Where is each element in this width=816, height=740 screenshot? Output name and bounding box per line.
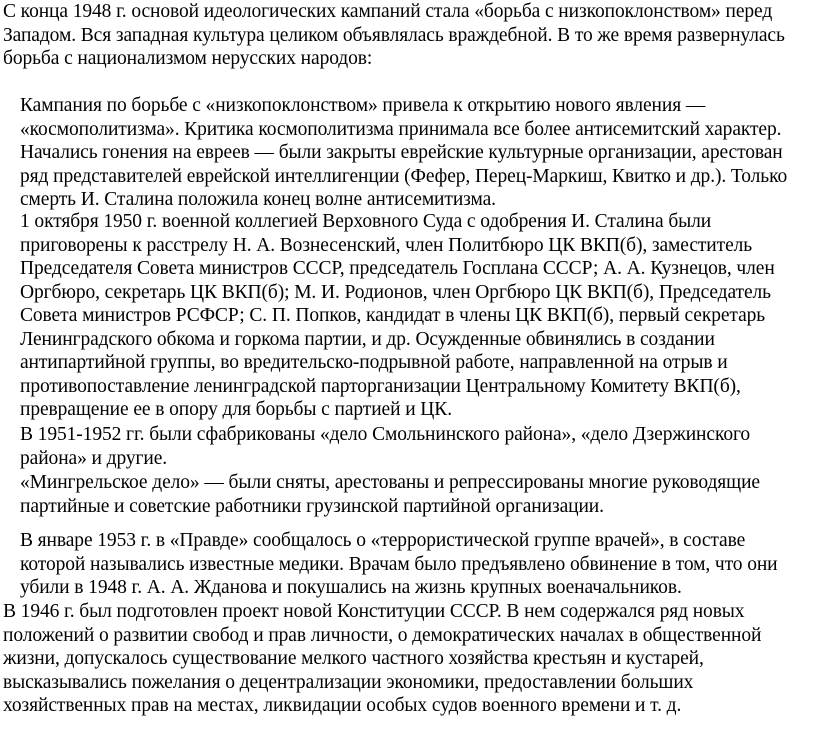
fabricated-cases-paragraph: В 1951-1952 гг. были сфабрикованы «дело Смольнинского района», «дело Дзержинского района» и другие.: [20, 424, 751, 469]
leningrad-affair-paragraph: 1 октября 1950 г. военной коллегией Верховного Суда с одобрения И. Сталина были приговорены к расстрелу Н. А. Вознесенский, член Политбюро ЦК ВКП(б), заместитель Председателя Совета министров СССР, председатель Госплана СССР; А. А. Кузнецов, член Оргбюро, секретарь ЦК ВКП(б); М. И. Родионов, член Оргбюро ЦК ВКП(б), Председатель Совета министров РСФСР; С. П. Попков, кандидат в члены ЦК ВКП(б), первый секретарь Ленинградского обкома и горкома партии, и др. Осужденные обвинялись в создании антипартийной группы, во вредительско-подрывной работе, направленной на отрыв и противопоставление ленинградской парторганизации Центральному Комитету ВКП(б), превращение ее в опору для борьбы с партией и ЦК.: [20, 211, 775, 420]
doctors-plot-paragraph: В январе 1953 г. в «Правде» сообщалось о «террористической группе врачей», в составе которой назывались известные медики. Врачам было предъявлено обвинение в том, что они убили в 1948 г. А. А. Жданова и покушались на жизнь крупных военачальников.: [20, 530, 778, 598]
cosmopolitanism-paragraph: Кампания по борьбе с «низкопоклонством» привела к открытию нового явления — «космополитизма». Критика космополитизма принимала все более антисемитский характер. Начались гонения на евреев — были закрыты еврейские культурные организации, арестован ряд представителей еврейской интеллигенции (Фефер, Перец-Маркиш, Квитко и др.). Только смерть И. Сталина положила конец волне антисемитизма.: [20, 95, 788, 210]
constitution-paragraph: В 1946 г. был подготовлен проект новой Конституции СССР. В нем содержался ряд новых положений о развитии свобод и прав личности, о демократических началах в общественной жизни, допускалось существование мелкого частного хозяйства крестьян и кустарей, высказывались пожелания о децентрализации экономики, предоставлении больших хозяйственных прав на местах, ликвидации особых судов военного времени и т. д.: [3, 601, 762, 716]
intro-paragraph: С конца 1948 г. основой идеологических кампаний стала «борьба с низкопоклонством» перед Западом. Вся западная культура целиком объявлялась враждебной. В то же время развернулась борьба с национализмом нерусских народов:: [3, 1, 785, 69]
mingrelian-affair-paragraph: «Мингрельское дело» — были сняты, арестованы и репрессированы многие руководящие партийные и советские работники грузинской партийной организации.: [20, 472, 760, 517]
